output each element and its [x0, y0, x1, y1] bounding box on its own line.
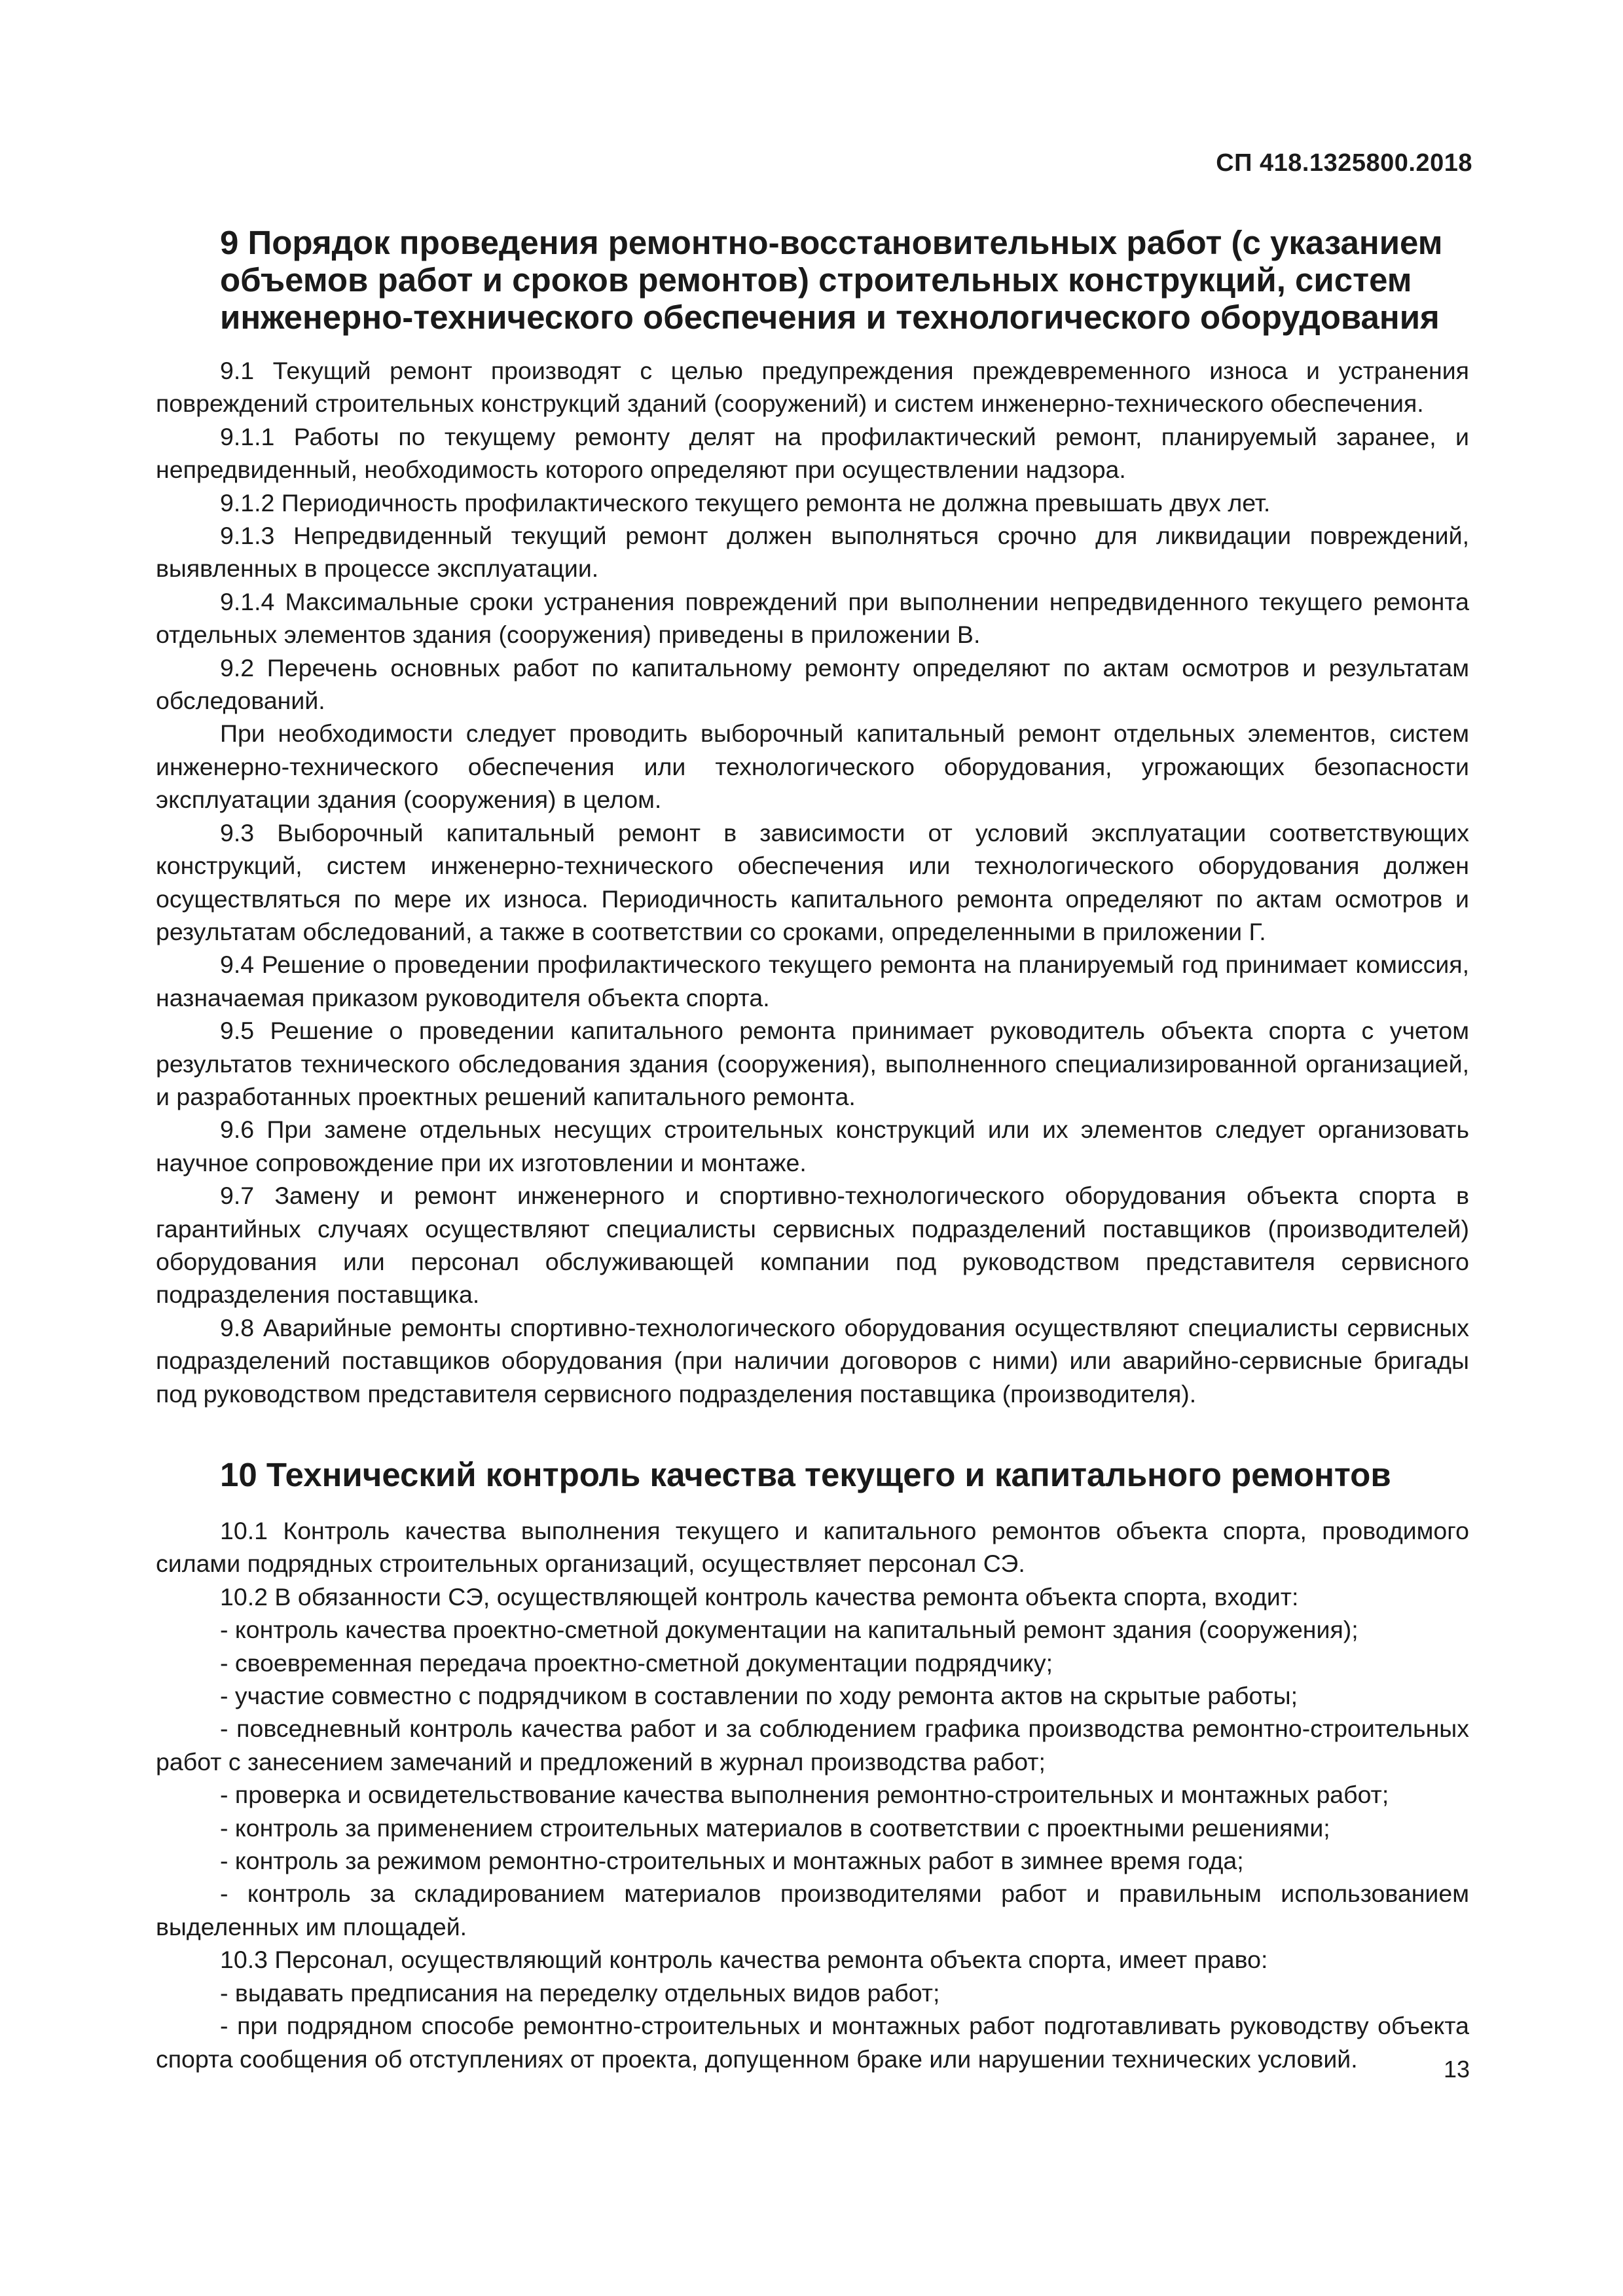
list-item-10-2-7: - контроль за режимом ремонтно-строительных и монтажных работ в зимнее время года;: [220, 1847, 1244, 1875]
section-10-heading: 10 Технический контроль качества текущего и капитального ремонтов: [220, 1456, 1391, 1493]
list-item-10-2-5: - проверка и освидетельствование качества выполнения ремонтно-строительных и монтажных работ;: [220, 1781, 1389, 1809]
section-9-heading: 9 Порядок проведения ремонтно-восстановительных работ (с указанием объемов работ и сроков ремонтов) строительных конструкций, систем инженерно-технического обеспечения и технологического оборудования: [220, 224, 1443, 336]
paragraph-9-3: 9.3 Выборочный капитальный ремонт в зависимости от условий эксплуатации соответствующих конструкций, систем инженерно-технического обеспечения или технологического оборудования должен осуществляться по мере их износа. Периодичность капитального ремонта определяют по актам осмотров и результатам обследований, а также в соответствии со сроками, определенными в приложении Г.: [156, 818, 1469, 945]
paragraph-9-6: 9.6 При замене отдельных несущих строительных конструкций или их элементов следует организовать научное сопровождение при их изготовлении и монтаже.: [156, 1116, 1469, 1176]
list-item-10-3-1: - выдавать предписания на переделку отдельных видов работ;: [220, 1978, 940, 2007]
list-item-10-2-2: - своевременная передача проектно-сметной документации подрядчику;: [220, 1649, 1053, 1677]
list-item-10-2-8: - контроль за складированием материалов производителями работ и правильным использованием выделенных им площадей.: [156, 1880, 1469, 1941]
paragraph-9-4: 9.4 Решение о проведении профилактического текущего ремонта на планируемый год принимает комиссия, назначаемая приказом руководителя объекта спорта.: [156, 951, 1469, 1011]
paragraph-10-2: 10.2 В обязанности СЭ, осуществляющей контроль качества ремонта объекта спорта, входит:: [220, 1582, 1299, 1611]
list-item-10-2-3: - участие совместно с подрядчиком в составлении по ходу ремонта актов на скрытые работы;: [220, 1682, 1298, 1710]
paragraph-9-1-3: 9.1.3 Непредвиденный текущий ремонт должен выполняться срочно для ликвидации повреждений, выявленных в процессе эксплуатации.: [156, 522, 1469, 583]
paragraph-9-1-2: 9.1.2 Периодичность профилактического текущего ремонта не должна превышать двух лет.: [220, 488, 1271, 517]
list-item-10-2-1: - контроль качества проектно-сметной документации на капитальный ремонт здания (сооружения);: [220, 1616, 1359, 1644]
paragraph-9-1-1: 9.1.1 Работы по текущему ремонту делят на профилактический ремонт, планируемый заранее, и непредвиденный, необходимость которого определяют при осуществлении надзора.: [156, 422, 1469, 484]
paragraph-9-2-note: При необходимости следует проводить выборочный капитальный ремонт отдельных элементов, систем инженерно-технического обеспечения или технологического оборудования, угрожающих безопасности эксплуатации здания (сооружения) в целом.: [156, 720, 1469, 814]
page-number: 13: [1443, 2056, 1470, 2083]
paragraph-9-1: 9.1 Текущий ремонт производят с целью предупреждения преждевременного износа и устранения повреждений строительных конструкций зданий (сооружений) и систем инженерно-технического обеспечения.: [156, 357, 1469, 418]
paragraph-10-1: 10.1 Контроль качества выполнения текущего и капитального ремонтов объекта спорта, проводимого силами подрядных строительных организаций, осуществляет персонал СЭ.: [156, 1517, 1469, 1578]
paragraph-9-7: 9.7 Замену и ремонт инженерного и спортивно-технологического оборудования объекта спорта в гарантийных случаях осуществляют специалисты сервисных подразделений поставщиков (производителей) оборудования или персонал обслуживающей компании под руководством представителя сервисного подразделения поставщика.: [156, 1182, 1469, 1309]
paragraph-9-2: 9.2 Перечень основных работ по капитальному ремонту определяют по актам осмотров и результатам обследований.: [156, 653, 1469, 715]
paragraph-9-1-4: 9.1.4 Максимальные сроки устранения повреждений при выполнении непредвиденного текущего ремонта отдельных элементов здания (сооружения) приведены в приложении В.: [156, 587, 1469, 649]
paragraph-9-5: 9.5 Решение о проведении капитального ремонта принимает руководитель объекта спорта с учетом результатов технического обследования здания (сооружения), выполненного специализированной организацией, и разработанных проектных решений капитального ремонта.: [156, 1017, 1469, 1110]
list-item-10-2-4: - повседневный контроль качества работ и за соблюдением графика производства ремонтно-строительных работ с занесением замечаний и предложений в журнал производства работ;: [156, 1715, 1469, 1776]
page-content: [156, 224, 1469, 2075]
list-item-10-3-2: - при подрядном способе ремонтно-строительных и монтажных работ подготавливать руководству объекта спорта сообщения об отступлениях от проекта, допущенном браке или нарушении технических условий.: [156, 2012, 1469, 2073]
paragraph-10-3: 10.3 Персонал, осуществляющий контроль качества ремонта объекта спорта, имеет право:: [220, 1946, 1268, 1974]
list-item-10-2-6: - контроль за применением строительных материалов в соответствии с проектными решениями;: [220, 1813, 1330, 1842]
document-code: СП 418.1325800.2018: [1216, 149, 1472, 177]
paragraph-9-8: 9.8 Аварийные ремонты спортивно-технологического оборудования осуществляют специалисты сервисных подразделений поставщиков оборудования (при наличии договоров с ними) или аварийно-сервисные бригады под руководством представителя сервисного подразделения поставщика (производителя).: [156, 1313, 1469, 1408]
